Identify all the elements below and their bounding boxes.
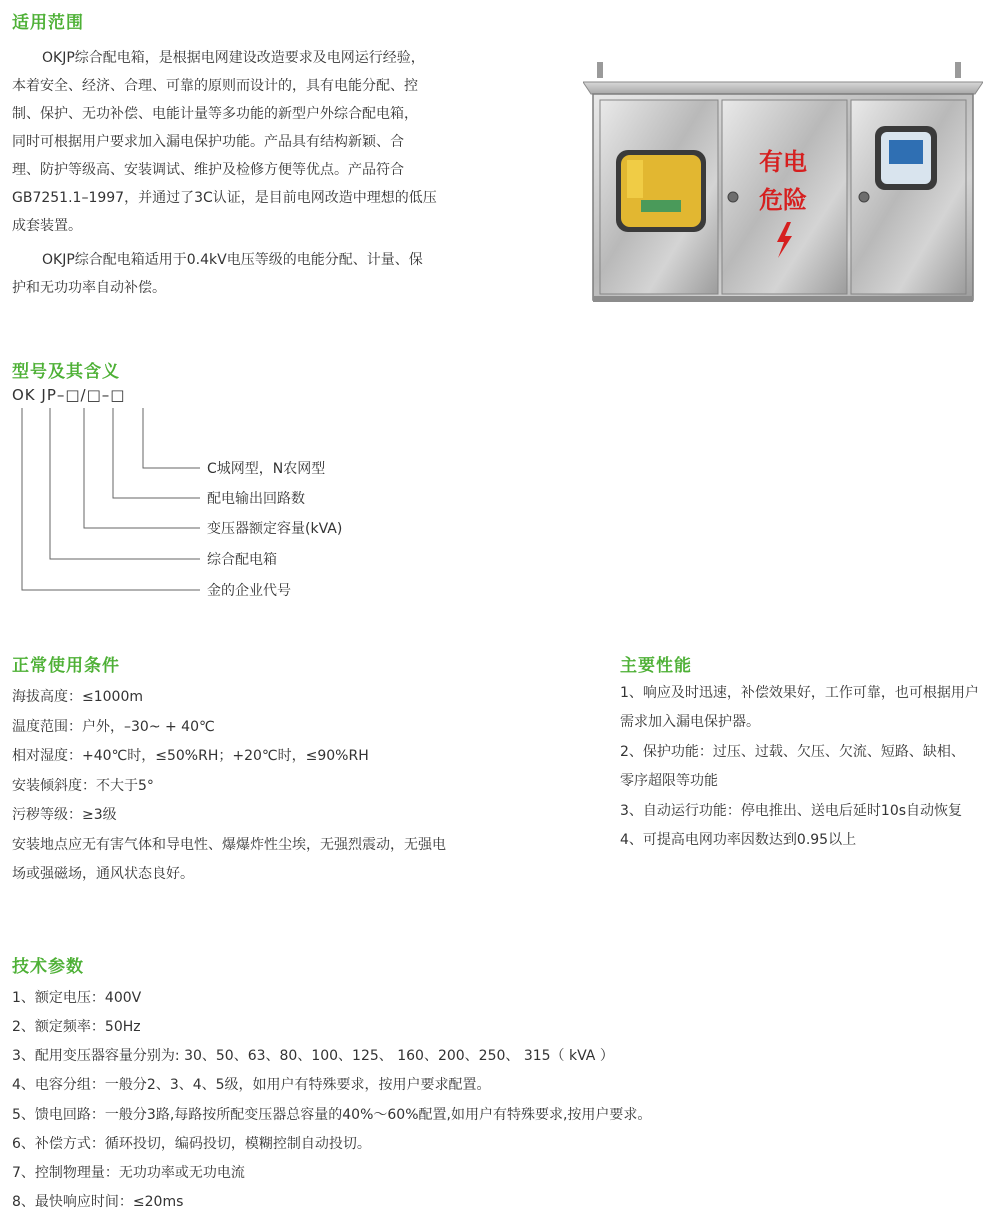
condition-line: 温度范围：户外，–30~ + 40℃ <box>12 719 215 735</box>
condition-line: 安装地点应无有害气体和导电性、爆爆炸性尘埃，无强烈震动，无强电 <box>12 837 446 853</box>
legend-item: C城网型，N农网型 <box>207 461 326 477</box>
distribution-box-photo <box>583 60 983 310</box>
model-code: OK JP–□/□–□ <box>12 386 126 404</box>
tech-line: 2、额定频率：50Hz <box>12 1019 141 1035</box>
performance-line: 3、自动运行功能：停电推出、送电后延时10s自动恢复 <box>620 803 963 819</box>
scope-line: 同时可根据用户要求加入漏电保护功能。产品具有结构新颖、合 <box>12 134 404 150</box>
tech-line: 3、配用变压器容量分别为: 30、50、63、80、100、125、 160、200、250、 315（ kVA ） <box>12 1048 614 1064</box>
danger-label-line2: 危险 <box>759 186 807 214</box>
condition-line: 安装倾斜度：不大于5° <box>12 778 154 794</box>
model-heading: 型号及其含义 <box>12 362 120 382</box>
scope-line: 护和无功功率自动补偿。 <box>12 280 166 296</box>
legend-item: 综合配电箱 <box>207 552 277 568</box>
condition-line: 相对湿度：+40℃时，≤50%RH；+20℃时，≤90%RH <box>12 748 369 764</box>
performance-heading: 主要性能 <box>620 656 692 676</box>
performance-line: 4、可提高电网功率因数达到0.95以上 <box>620 832 857 848</box>
performance-line: 2、保护功能：过压、过载、欠压、欠流、短路、缺相、 <box>620 744 965 760</box>
performance-line: 1、响应及时迅速，补偿效果好，工作可靠，也可根据用户 <box>620 685 979 701</box>
scope-line: OKJP综合配电箱适用于0.4kV电压等级的电能分配、计量、保 <box>42 252 423 268</box>
performance-line: 需求加入漏电保护器。 <box>620 714 760 730</box>
legend-item: 配电输出回路数 <box>207 491 305 507</box>
conditions-heading: 正常使用条件 <box>12 656 120 676</box>
scope-line: OKJP综合配电箱，是根据电网建设改造要求及电网运行经验， <box>42 50 425 66</box>
condition-line: 海拔高度：≤1000m <box>12 689 143 705</box>
scope-line: 本着安全、经济、合理、可靠的原则而设计的，具有电能分配、控 <box>12 78 418 94</box>
scope-line: 成套装置。 <box>12 218 82 234</box>
condition-line: 污秽等级：≥3级 <box>12 807 117 823</box>
tech-line: 7、控制物理量：无功功率或无功电流 <box>12 1165 245 1181</box>
tech-line: 8、最快响应时间：≤20ms <box>12 1194 184 1210</box>
scope-heading: 适用范围 <box>12 13 84 33</box>
condition-line: 场或强磁场，通风状态良好。 <box>12 866 194 882</box>
tech-heading: 技术参数 <box>12 957 84 977</box>
scope-line: 制、保护、无功补偿、电能计量等多功能的新型户外综合配电箱， <box>12 106 418 122</box>
tech-line: 4、电容分组：一般分2、3、4、5级，如用户有特殊要求，按用户要求配置。 <box>12 1077 491 1093</box>
scope-line: GB7251.1–1997，并通过了3C认证，是目前电网改造中理想的低压 <box>12 190 437 206</box>
legend-item: 金的企业代号 <box>207 583 291 599</box>
tech-line: 5、馈电回路：一般分3路,每路按所配变压器总容量的40%～60%配置,如用户有特殊要求,按用户要求。 <box>12 1107 652 1123</box>
model-legend-diagram <box>0 400 230 600</box>
legend-item: 变压器额定容量(kVA) <box>207 521 343 537</box>
scope-line: 理、防护等级高、安装调试、维护及检修方便等优点。产品符合 <box>12 162 404 178</box>
performance-line: 零序超限等功能 <box>620 773 718 789</box>
danger-label-line1: 有电 <box>759 148 807 176</box>
tech-line: 6、补偿方式：循环投切，编码投切，模糊控制自动投切。 <box>12 1136 371 1152</box>
tech-line: 1、额定电压：400V <box>12 990 142 1006</box>
